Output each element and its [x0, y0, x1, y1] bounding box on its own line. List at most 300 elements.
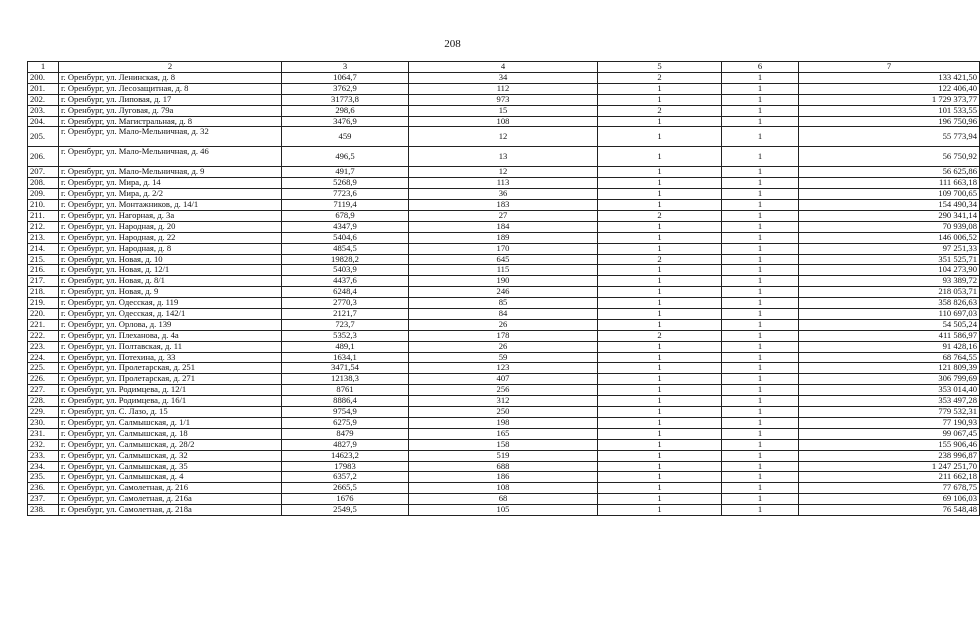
- area-cell: 1064,7: [282, 73, 409, 84]
- amount-cell: 70 939,08: [799, 221, 980, 232]
- count-cell: 123: [409, 363, 598, 374]
- amount-cell: 196 750,96: [799, 116, 980, 127]
- col5-cell: 1: [598, 276, 722, 287]
- col5-cell: 1: [598, 352, 722, 363]
- amount-cell: 68 764,55: [799, 352, 980, 363]
- area-cell: 6248,4: [282, 287, 409, 298]
- count-cell: 115: [409, 265, 598, 276]
- table-row: [28, 439, 980, 450]
- col5-cell: 1: [598, 450, 722, 461]
- table-row: [28, 298, 980, 309]
- amount-cell: 101 533,55: [799, 105, 980, 116]
- col5-cell: 1: [598, 94, 722, 105]
- count-cell: 26: [409, 341, 598, 352]
- address-cell: г. Оренбург, ул. Самолетная, д. 216: [59, 483, 282, 494]
- col6-cell: 1: [722, 73, 799, 84]
- address-cell: г. Оренбург, ул. Мира, д. 14: [59, 178, 282, 189]
- row-number: 232.: [28, 439, 59, 450]
- row-number: 207.: [28, 167, 59, 178]
- col5-cell: 1: [598, 341, 722, 352]
- amount-cell: 211 662,18: [799, 472, 980, 483]
- amount-cell: 146 006,52: [799, 232, 980, 243]
- area-cell: 31773,8: [282, 94, 409, 105]
- amount-cell: 290 341,14: [799, 211, 980, 222]
- amount-cell: 104 273,90: [799, 265, 980, 276]
- table-row: [28, 363, 980, 374]
- area-cell: 491,7: [282, 167, 409, 178]
- row-number: 238.: [28, 505, 59, 516]
- count-cell: 15: [409, 105, 598, 116]
- address-cell: г. Оренбург, ул. Народная, д. 20: [59, 221, 282, 232]
- area-cell: 8886,4: [282, 396, 409, 407]
- col6-cell: 1: [722, 254, 799, 265]
- amount-cell: 77 678,75: [799, 483, 980, 494]
- data-table: [27, 61, 980, 516]
- col6-cell: 1: [722, 330, 799, 341]
- col5-cell: 1: [598, 494, 722, 505]
- col5-cell: 1: [598, 298, 722, 309]
- row-number: 210.: [28, 200, 59, 211]
- amount-cell: 97 251,33: [799, 243, 980, 254]
- area-cell: 1634,1: [282, 352, 409, 363]
- col6-cell: 1: [722, 178, 799, 189]
- table-row: [28, 461, 980, 472]
- table-row: [28, 417, 980, 428]
- count-cell: 184: [409, 221, 598, 232]
- address-cell: г. Оренбург, ул. Новая, д. 10: [59, 254, 282, 265]
- col5-cell: 1: [598, 147, 722, 167]
- table-row: [28, 428, 980, 439]
- col5-cell: 2: [598, 330, 722, 341]
- col5-cell: 1: [598, 439, 722, 450]
- area-cell: 5268,9: [282, 178, 409, 189]
- area-cell: 678,9: [282, 211, 409, 222]
- row-number: 230.: [28, 417, 59, 428]
- row-number: 201.: [28, 83, 59, 94]
- area-cell: 2549,5: [282, 505, 409, 516]
- area-cell: 496,5: [282, 147, 409, 167]
- area-cell: 6357,2: [282, 472, 409, 483]
- col5-cell: 1: [598, 189, 722, 200]
- table-row: [28, 494, 980, 505]
- count-cell: 256: [409, 385, 598, 396]
- address-cell: г. Оренбург, ул. Мало-Мельничная, д. 46: [59, 147, 282, 167]
- table-row: [28, 396, 980, 407]
- area-cell: 5403,9: [282, 265, 409, 276]
- area-cell: 3476,9: [282, 116, 409, 127]
- address-cell: г. Оренбург, ул. Монтажников, д. 14/1: [59, 200, 282, 211]
- count-cell: 13: [409, 147, 598, 167]
- amount-cell: 77 190,93: [799, 417, 980, 428]
- amount-cell: 55 773,94: [799, 127, 980, 147]
- col5-cell: 1: [598, 265, 722, 276]
- col5-cell: 2: [598, 105, 722, 116]
- row-number: 204.: [28, 116, 59, 127]
- col6-cell: 1: [722, 265, 799, 276]
- table-row: [28, 221, 980, 232]
- table-row: [28, 341, 980, 352]
- row-number: 205.: [28, 127, 59, 147]
- row-number: 218.: [28, 287, 59, 298]
- col5-cell: 1: [598, 243, 722, 254]
- col6-cell: 1: [722, 287, 799, 298]
- area-cell: 723,7: [282, 319, 409, 330]
- col5-cell: 1: [598, 200, 722, 211]
- col6-cell: 1: [722, 167, 799, 178]
- column-header: 3: [282, 62, 409, 73]
- page-number: 208: [444, 38, 461, 50]
- area-cell: 9754,9: [282, 407, 409, 418]
- area-cell: 7119,4: [282, 200, 409, 211]
- col6-cell: 1: [722, 211, 799, 222]
- count-cell: 246: [409, 287, 598, 298]
- table-row: [28, 385, 980, 396]
- amount-cell: 218 053,71: [799, 287, 980, 298]
- col6-cell: 1: [722, 363, 799, 374]
- col6-cell: 1: [722, 374, 799, 385]
- area-cell: 14623,2: [282, 450, 409, 461]
- row-number: 225.: [28, 363, 59, 374]
- col6-cell: 1: [722, 407, 799, 418]
- area-cell: 489,1: [282, 341, 409, 352]
- col5-cell: 1: [598, 363, 722, 374]
- amount-cell: 353 497,28: [799, 396, 980, 407]
- col6-cell: 1: [722, 221, 799, 232]
- table-row: [28, 200, 980, 211]
- row-number: 231.: [28, 428, 59, 439]
- amount-cell: 238 996,87: [799, 450, 980, 461]
- amount-cell: 99 067,45: [799, 428, 980, 439]
- row-number: 208.: [28, 178, 59, 189]
- count-cell: 59: [409, 352, 598, 363]
- amount-cell: 154 490,34: [799, 200, 980, 211]
- address-cell: г. Оренбург, ул. Пролетарская, д. 271: [59, 374, 282, 385]
- amount-cell: 779 532,31: [799, 407, 980, 418]
- area-cell: 5352,3: [282, 330, 409, 341]
- row-number: 233.: [28, 450, 59, 461]
- col5-cell: 1: [598, 221, 722, 232]
- address-cell: г. Оренбург, ул. Родимцева, д. 12/1: [59, 385, 282, 396]
- amount-cell: 56 750,92: [799, 147, 980, 167]
- col5-cell: 1: [598, 483, 722, 494]
- count-cell: 85: [409, 298, 598, 309]
- col6-cell: 1: [722, 147, 799, 167]
- address-cell: г. Оренбург, ул. Салмышская, д. 35: [59, 461, 282, 472]
- area-cell: 4437,6: [282, 276, 409, 287]
- amount-cell: 411 586,97: [799, 330, 980, 341]
- amount-cell: 358 826,63: [799, 298, 980, 309]
- count-cell: 250: [409, 407, 598, 418]
- address-cell: г. Оренбург, ул. Салмышская, д. 4: [59, 472, 282, 483]
- row-number: 236.: [28, 483, 59, 494]
- table-row: [28, 73, 980, 84]
- area-cell: 4827,9: [282, 439, 409, 450]
- col6-cell: 1: [722, 385, 799, 396]
- address-cell: г. Оренбург, ул. Салмышская, д. 1/1: [59, 417, 282, 428]
- table-row: [28, 287, 980, 298]
- col6-cell: 1: [722, 243, 799, 254]
- row-number: 212.: [28, 221, 59, 232]
- table-row: [28, 232, 980, 243]
- amount-cell: 353 014,40: [799, 385, 980, 396]
- address-cell: г. Оренбург, ул. Пролетарская, д. 251: [59, 363, 282, 374]
- count-cell: 170: [409, 243, 598, 254]
- amount-cell: 54 505,24: [799, 319, 980, 330]
- count-cell: 113: [409, 178, 598, 189]
- area-cell: 7723,6: [282, 189, 409, 200]
- address-cell: г. Оренбург, ул. Лесозащитная, д. 8: [59, 83, 282, 94]
- col6-cell: 1: [722, 417, 799, 428]
- address-cell: г. Оренбург, ул. Новая, д. 12/1: [59, 265, 282, 276]
- col6-cell: 1: [722, 276, 799, 287]
- row-number: 220.: [28, 309, 59, 320]
- column-header: 5: [598, 62, 722, 73]
- address-cell: г. Оренбург, ул. Одесская, д. 119: [59, 298, 282, 309]
- area-cell: 12138,3: [282, 374, 409, 385]
- col5-cell: 1: [598, 287, 722, 298]
- row-number: 209.: [28, 189, 59, 200]
- col6-cell: 1: [722, 450, 799, 461]
- amount-cell: 93 389,72: [799, 276, 980, 287]
- col6-cell: 1: [722, 428, 799, 439]
- row-number: 227.: [28, 385, 59, 396]
- address-cell: г. Оренбург, ул. Мало-Мельничная, д. 32: [59, 127, 282, 147]
- row-number: 222.: [28, 330, 59, 341]
- address-cell: г. Оренбург, ул. Родимцева, д. 16/1: [59, 396, 282, 407]
- col5-cell: 1: [598, 178, 722, 189]
- table-row: [28, 83, 980, 94]
- count-cell: 178: [409, 330, 598, 341]
- col5-cell: 1: [598, 461, 722, 472]
- count-cell: 34: [409, 73, 598, 84]
- address-cell: г. Оренбург, ул. Новая, д. 9: [59, 287, 282, 298]
- col6-cell: 1: [722, 298, 799, 309]
- area-cell: 298,6: [282, 105, 409, 116]
- table-row: [28, 178, 980, 189]
- amount-cell: 351 525,71: [799, 254, 980, 265]
- count-cell: 519: [409, 450, 598, 461]
- col6-cell: 1: [722, 232, 799, 243]
- row-number: 224.: [28, 352, 59, 363]
- header-row: [28, 62, 980, 73]
- address-cell: г. Оренбург, ул. Народная, д. 8: [59, 243, 282, 254]
- table-row: [28, 94, 980, 105]
- amount-cell: 110 697,03: [799, 309, 980, 320]
- col5-cell: 1: [598, 505, 722, 516]
- row-number: 217.: [28, 276, 59, 287]
- col6-cell: 1: [722, 189, 799, 200]
- col6-cell: 1: [722, 461, 799, 472]
- area-cell: 2665,5: [282, 483, 409, 494]
- area-cell: 3471,54: [282, 363, 409, 374]
- address-cell: г. Оренбург, ул. Магистральная, д. 8: [59, 116, 282, 127]
- count-cell: 688: [409, 461, 598, 472]
- col6-cell: 1: [722, 309, 799, 320]
- row-number: 200.: [28, 73, 59, 84]
- col6-cell: 1: [722, 319, 799, 330]
- table-row: [28, 483, 980, 494]
- amount-cell: 155 906,46: [799, 439, 980, 450]
- address-cell: г. Оренбург, ул. Ленинская, д. 8: [59, 73, 282, 84]
- area-cell: 2121,7: [282, 309, 409, 320]
- count-cell: 112: [409, 83, 598, 94]
- column-header: 2: [59, 62, 282, 73]
- area-cell: 459: [282, 127, 409, 147]
- count-cell: 105: [409, 505, 598, 516]
- table-row: [28, 167, 980, 178]
- table-row: [28, 352, 980, 363]
- table-row: [28, 450, 980, 461]
- amount-cell: 122 406,40: [799, 83, 980, 94]
- count-cell: 27: [409, 211, 598, 222]
- address-cell: г. Оренбург, ул. Луговая, д. 79а: [59, 105, 282, 116]
- column-header: 4: [409, 62, 598, 73]
- count-cell: 36: [409, 189, 598, 200]
- col6-cell: 1: [722, 483, 799, 494]
- column-header: 7: [799, 62, 980, 73]
- area-cell: 1676: [282, 494, 409, 505]
- row-number: 214.: [28, 243, 59, 254]
- table-row: [28, 105, 980, 116]
- row-number: 219.: [28, 298, 59, 309]
- count-cell: 973: [409, 94, 598, 105]
- col5-cell: 1: [598, 319, 722, 330]
- table-row: [28, 330, 980, 341]
- address-cell: г. Оренбург, ул. Салмышская, д. 18: [59, 428, 282, 439]
- row-number: 234.: [28, 461, 59, 472]
- col6-cell: 1: [722, 341, 799, 352]
- table-row: [28, 309, 980, 320]
- row-number: 235.: [28, 472, 59, 483]
- row-number: 237.: [28, 494, 59, 505]
- table-row: [28, 374, 980, 385]
- col6-cell: 1: [722, 472, 799, 483]
- area-cell: 3762,9: [282, 83, 409, 94]
- col5-cell: 2: [598, 211, 722, 222]
- col5-cell: 1: [598, 116, 722, 127]
- amount-cell: 1 247 251,70: [799, 461, 980, 472]
- col5-cell: 1: [598, 385, 722, 396]
- row-number: 229.: [28, 407, 59, 418]
- amount-cell: 76 548,48: [799, 505, 980, 516]
- amount-cell: 109 700,65: [799, 189, 980, 200]
- col5-cell: 1: [598, 472, 722, 483]
- col5-cell: 1: [598, 127, 722, 147]
- col6-cell: 1: [722, 439, 799, 450]
- row-number: 213.: [28, 232, 59, 243]
- amount-cell: 1 729 373,77: [799, 94, 980, 105]
- col5-cell: 2: [598, 73, 722, 84]
- address-cell: г. Оренбург, ул. Плеханова, д. 4а: [59, 330, 282, 341]
- amount-cell: 56 625,86: [799, 167, 980, 178]
- col5-cell: 1: [598, 232, 722, 243]
- col5-cell: 2: [598, 254, 722, 265]
- area-cell: 8761: [282, 385, 409, 396]
- count-cell: 12: [409, 167, 598, 178]
- amount-cell: 91 428,16: [799, 341, 980, 352]
- address-cell: г. Оренбург, ул. Нагорная, д. 3а: [59, 211, 282, 222]
- col5-cell: 1: [598, 83, 722, 94]
- table-row: [28, 265, 980, 276]
- col6-cell: 1: [722, 200, 799, 211]
- address-cell: г. Оренбург, ул. С. Лазо, д. 15: [59, 407, 282, 418]
- area-cell: 17983: [282, 461, 409, 472]
- table-row: [28, 407, 980, 418]
- row-number: 215.: [28, 254, 59, 265]
- count-cell: 407: [409, 374, 598, 385]
- count-cell: 198: [409, 417, 598, 428]
- amount-cell: 133 421,50: [799, 73, 980, 84]
- row-number: 202.: [28, 94, 59, 105]
- table-row: [28, 319, 980, 330]
- row-number: 216.: [28, 265, 59, 276]
- row-number: 206.: [28, 147, 59, 167]
- count-cell: 312: [409, 396, 598, 407]
- count-cell: 186: [409, 472, 598, 483]
- address-cell: г. Оренбург, ул. Орлова, д. 139: [59, 319, 282, 330]
- count-cell: 645: [409, 254, 598, 265]
- area-cell: 4854,5: [282, 243, 409, 254]
- address-cell: г. Оренбург, ул. Потехина, д. 33: [59, 352, 282, 363]
- table-row: [28, 211, 980, 222]
- table-row: [28, 189, 980, 200]
- count-cell: 183: [409, 200, 598, 211]
- address-cell: г. Оренбург, ул. Полтавская, д. 11: [59, 341, 282, 352]
- col6-cell: 1: [722, 105, 799, 116]
- area-cell: 19828,2: [282, 254, 409, 265]
- area-cell: 8479: [282, 428, 409, 439]
- col5-cell: 1: [598, 407, 722, 418]
- row-number: 211.: [28, 211, 59, 222]
- count-cell: 68: [409, 494, 598, 505]
- col6-cell: 1: [722, 83, 799, 94]
- col5-cell: 1: [598, 167, 722, 178]
- table-row: [28, 127, 980, 147]
- row-number: 221.: [28, 319, 59, 330]
- address-cell: г. Оренбург, ул. Салмышская, д. 32: [59, 450, 282, 461]
- address-cell: г. Оренбург, ул. Липовая, д. 17: [59, 94, 282, 105]
- col6-cell: 1: [722, 396, 799, 407]
- column-header: 6: [722, 62, 799, 73]
- column-header: 1: [28, 62, 59, 73]
- address-cell: г. Оренбург, ул. Самолетная, д. 218а: [59, 505, 282, 516]
- count-cell: 84: [409, 309, 598, 320]
- area-cell: 5404,6: [282, 232, 409, 243]
- address-cell: г. Оренбург, ул. Мира, д. 2/2: [59, 189, 282, 200]
- row-number: 223.: [28, 341, 59, 352]
- amount-cell: 306 799,69: [799, 374, 980, 385]
- count-cell: 189: [409, 232, 598, 243]
- area-cell: 6275,9: [282, 417, 409, 428]
- col5-cell: 1: [598, 396, 722, 407]
- count-cell: 12: [409, 127, 598, 147]
- table-row: [28, 276, 980, 287]
- address-cell: г. Оренбург, ул. Мало-Мельничная, д. 9: [59, 167, 282, 178]
- col6-cell: 1: [722, 127, 799, 147]
- count-cell: 158: [409, 439, 598, 450]
- address-cell: г. Оренбург, ул. Народная, д. 22: [59, 232, 282, 243]
- col6-cell: 1: [722, 116, 799, 127]
- row-number: 203.: [28, 105, 59, 116]
- count-cell: 190: [409, 276, 598, 287]
- col5-cell: 1: [598, 309, 722, 320]
- table-row: [28, 472, 980, 483]
- address-cell: г. Оренбург, ул. Салмышская, д. 28/2: [59, 439, 282, 450]
- col6-cell: 1: [722, 94, 799, 105]
- table-row: [28, 116, 980, 127]
- table-row: [28, 243, 980, 254]
- row-number: 226.: [28, 374, 59, 385]
